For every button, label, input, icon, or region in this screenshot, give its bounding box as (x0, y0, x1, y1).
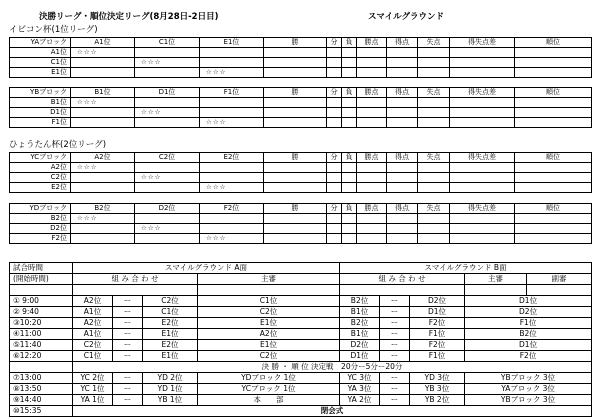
field-a-home: YC 2位 (73, 373, 113, 384)
field-a-referee: C2位 (198, 351, 340, 362)
league-caption: イビコン杯(1位リーグ) (9, 25, 98, 35)
versus-dash: ー (113, 329, 143, 340)
col-draw: 分 (327, 38, 342, 48)
versus-dash: ー (113, 307, 143, 318)
table-header-row (10, 88, 592, 98)
versus-dash: ー (113, 373, 143, 384)
field-b-referee: YAブロック 3位 (465, 384, 592, 395)
field-b-referee: YBブロック 3位 (465, 373, 592, 384)
diagonal-stars: ☆☆☆ (71, 163, 135, 173)
match-time: ⑥12:20 (10, 351, 73, 362)
col-points: 勝点 (357, 88, 387, 98)
venue-title: スマイルグラウンド (368, 12, 444, 22)
field-a-away: E2位 (143, 318, 198, 329)
col-win: 勝 (264, 153, 327, 163)
pairing-header: 組 み 合 わ せ (340, 274, 465, 285)
versus-dash: ー (113, 318, 143, 329)
team-col: E1位 (200, 38, 264, 48)
versus-dash: ー (380, 307, 410, 318)
field-b-away: D1位 (410, 307, 465, 318)
match-row (10, 384, 592, 395)
match-time: ⑤11:40 (10, 340, 73, 351)
field-a-home: C2位 (73, 340, 113, 351)
schedule-spacer-row (10, 285, 592, 296)
field-b-home: B2位 (340, 318, 380, 329)
table-row (10, 68, 592, 78)
match-time: ⑦13:00 (10, 373, 73, 384)
versus-dash: ー (113, 340, 143, 351)
col-goal-diff: 得失点差 (450, 153, 515, 163)
field-b-home: YA 2位 (340, 395, 380, 406)
table-row (10, 163, 592, 173)
team-col: B2位 (71, 204, 135, 214)
field-a-home: C1位 (73, 351, 113, 362)
standings-table-yb (9, 87, 592, 128)
row-team: E2位 (10, 183, 71, 193)
team-col: A2位 (71, 153, 135, 163)
team-col: F2位 (200, 204, 264, 214)
field-b-away: YB 3位 (410, 384, 465, 395)
sub-referee-header: 副審 (527, 274, 592, 285)
match-time: ② 9:40 (10, 307, 73, 318)
schedule-subheader-row (10, 274, 592, 285)
col-rank: 順位 (515, 88, 592, 98)
table-header-row (10, 204, 592, 214)
row-team: B2位 (10, 214, 71, 224)
match-row (10, 307, 592, 318)
field-b-referee: B2位 (465, 329, 592, 340)
time-header: 試合時間 (10, 263, 73, 274)
team-col: E2位 (200, 153, 264, 163)
col-goals-for: 得点 (387, 153, 418, 163)
pairing-header: 組 み 合 わ せ (73, 274, 198, 285)
field-b-referee: F2位 (465, 351, 592, 362)
match-row (10, 395, 592, 406)
table-row (10, 224, 592, 234)
col-loss: 負 (342, 153, 357, 163)
document-title: 決勝リーグ・順位決定リーグ(8月28日-2日目) (39, 12, 219, 22)
col-draw: 分 (327, 153, 342, 163)
table-row (10, 183, 592, 193)
versus-dash: ー (380, 318, 410, 329)
field-a-home: A2位 (73, 296, 113, 307)
team-col: C1位 (135, 38, 200, 48)
referee-header: 主審 (198, 274, 340, 285)
row-team: A2位 (10, 163, 71, 173)
field-a-referee: C1位 (198, 296, 340, 307)
col-loss: 負 (342, 204, 357, 214)
row-team: A1位 (10, 48, 71, 58)
schedule-header-row (10, 263, 592, 274)
team-col: D2位 (135, 204, 200, 214)
field-b-home: YC 3位 (340, 373, 380, 384)
team-col: F1位 (200, 88, 264, 98)
field-b-away: F1位 (410, 329, 465, 340)
col-goal-diff: 得失点差 (450, 88, 515, 98)
field-b-away: YB 2位 (410, 395, 465, 406)
match-time: ④11:00 (10, 329, 73, 340)
diagonal-stars: ☆☆☆ (71, 48, 135, 58)
block-name: YDブロック (10, 204, 71, 214)
field-b-away: F2位 (410, 340, 465, 351)
diagonal-stars: ☆☆☆ (71, 214, 135, 224)
field-a-away: YB 1位 (143, 395, 198, 406)
field-b-away: YD 3位 (410, 373, 465, 384)
col-goals-against: 失点 (418, 38, 450, 48)
closing-time: ⑩15:35 (10, 406, 73, 417)
match-row (10, 329, 592, 340)
row-team: C2位 (10, 173, 71, 183)
match-row (10, 373, 592, 384)
table-row (10, 234, 592, 244)
field-b-referee: YBブロック 3位 (465, 395, 592, 406)
row-team: E1位 (10, 68, 71, 78)
field-a-home: YC 1位 (73, 384, 113, 395)
diagonal-stars: ☆☆☆ (135, 108, 200, 118)
closing-ceremony: 閉会式 (73, 406, 592, 417)
field-a-header: スマイルグラウンド A面 (73, 263, 340, 274)
finals-header: 決 勝 ・ 順 位 決定戦 20分ー5分ー20分 (73, 362, 592, 373)
team-col: C2位 (135, 153, 200, 163)
field-a-home: A1位 (73, 307, 113, 318)
field-a-away: YD 2位 (143, 373, 198, 384)
versus-dash: ー (380, 384, 410, 395)
field-b-referee: D2位 (465, 307, 592, 318)
col-rank: 順位 (515, 153, 592, 163)
versus-dash: ー (380, 395, 410, 406)
col-draw: 分 (327, 88, 342, 98)
field-a-away: E1位 (143, 329, 198, 340)
standings-table-yc (9, 152, 592, 193)
diagonal-stars: ☆☆☆ (200, 183, 264, 193)
block-name: YAブロック (10, 38, 71, 48)
col-win: 勝 (264, 204, 327, 214)
field-b-header: スマイルグラウンド B面 (340, 263, 592, 274)
col-goals-against: 失点 (418, 88, 450, 98)
match-time: ⑧13:50 (10, 384, 73, 395)
versus-dash: ー (380, 329, 410, 340)
col-points: 勝点 (357, 204, 387, 214)
match-row (10, 351, 592, 362)
field-b-away: D2位 (410, 296, 465, 307)
field-b-referee: F1位 (465, 318, 592, 329)
table-header-row (10, 153, 592, 163)
versus-dash: ー (113, 351, 143, 362)
match-row (10, 296, 592, 307)
time-subheader: (開始時間) (10, 274, 73, 285)
col-goals-against: 失点 (418, 204, 450, 214)
standings-table-yd (9, 203, 592, 244)
field-b-home: D1位 (340, 351, 380, 362)
team-col: B1位 (71, 88, 135, 98)
table-row (10, 108, 592, 118)
table-row (10, 173, 592, 183)
field-a-home: A2位 (73, 318, 113, 329)
table-header-row (10, 38, 592, 48)
row-team: F1位 (10, 118, 71, 128)
table-row (10, 58, 592, 68)
row-team: C1位 (10, 58, 71, 68)
field-a-referee: A2位 (198, 329, 340, 340)
diagonal-stars: ☆☆☆ (200, 234, 264, 244)
field-b-referee: D1位 (465, 340, 592, 351)
diagonal-stars: ☆☆☆ (135, 173, 200, 183)
col-goals-for: 得点 (387, 38, 418, 48)
field-a-away: YD 1位 (143, 384, 198, 395)
block-name: YCブロック (10, 153, 71, 163)
field-a-away: E1位 (143, 351, 198, 362)
versus-dash: ー (380, 351, 410, 362)
table-row (10, 118, 592, 128)
field-a-away: E2位 (143, 340, 198, 351)
versus-dash: ー (113, 395, 143, 406)
versus-dash: ー (380, 340, 410, 351)
field-b-home: D2位 (340, 340, 380, 351)
col-loss: 負 (342, 38, 357, 48)
col-goal-diff: 得失点差 (450, 204, 515, 214)
team-col: A1位 (71, 38, 135, 48)
col-win: 勝 (264, 38, 327, 48)
field-a-referee: 本 部 (198, 395, 340, 406)
field-a-referee: YDブロック 1位 (198, 373, 340, 384)
col-rank: 順位 (515, 38, 592, 48)
field-b-away: F1位 (410, 351, 465, 362)
closing-row (10, 406, 592, 417)
match-time: ⑨14:40 (10, 395, 73, 406)
col-points: 勝点 (357, 153, 387, 163)
versus-dash: ー (380, 296, 410, 307)
field-a-referee: YCブロック 1位 (198, 384, 340, 395)
field-a-away: C1位 (143, 307, 198, 318)
match-time: ③10:20 (10, 318, 73, 329)
diagonal-stars: ☆☆☆ (135, 58, 200, 68)
row-team: D1位 (10, 108, 71, 118)
field-a-home: YA 1位 (73, 395, 113, 406)
match-row (10, 318, 592, 329)
row-team: B1位 (10, 98, 71, 108)
diagonal-stars: ☆☆☆ (71, 98, 135, 108)
field-a-referee: E1位 (198, 318, 340, 329)
table-row (10, 98, 592, 108)
row-team: F2位 (10, 234, 71, 244)
field-b-home: B2位 (340, 296, 380, 307)
field-a-referee: E1位 (198, 340, 340, 351)
diagonal-stars: ☆☆☆ (200, 68, 264, 78)
col-goals-against: 失点 (418, 153, 450, 163)
referee-header: 主審 (465, 274, 527, 285)
match-row (10, 340, 592, 351)
block-name: YBブロック (10, 88, 71, 98)
field-b-away: F2位 (410, 318, 465, 329)
match-schedule-table (9, 262, 592, 417)
col-goals-for: 得点 (387, 204, 418, 214)
field-b-referee: D1位 (465, 296, 592, 307)
col-goals-for: 得点 (387, 88, 418, 98)
col-win: 勝 (264, 88, 327, 98)
col-rank: 順位 (515, 204, 592, 214)
col-points: 勝点 (357, 38, 387, 48)
league-caption: ひょうたん杯(2位リーグ) (9, 140, 107, 150)
field-b-home: YA 3位 (340, 384, 380, 395)
field-b-home: B1位 (340, 329, 380, 340)
field-a-away: C2位 (143, 296, 198, 307)
diagonal-stars: ☆☆☆ (200, 118, 264, 128)
team-col: D1位 (135, 88, 200, 98)
standings-table-ya (9, 37, 592, 78)
finals-header-row (10, 362, 592, 373)
field-a-referee: C2位 (198, 307, 340, 318)
table-row (10, 214, 592, 224)
col-goal-diff: 得失点差 (450, 38, 515, 48)
field-a-home: A1位 (73, 329, 113, 340)
versus-dash: ー (113, 296, 143, 307)
versus-dash: ー (113, 384, 143, 395)
table-row (10, 48, 592, 58)
diagonal-stars: ☆☆☆ (135, 224, 200, 234)
versus-dash: ー (380, 373, 410, 384)
match-time: ① 9:00 (10, 296, 73, 307)
row-team: D2位 (10, 224, 71, 234)
col-draw: 分 (327, 204, 342, 214)
col-loss: 負 (342, 88, 357, 98)
field-b-home: B1位 (340, 307, 380, 318)
